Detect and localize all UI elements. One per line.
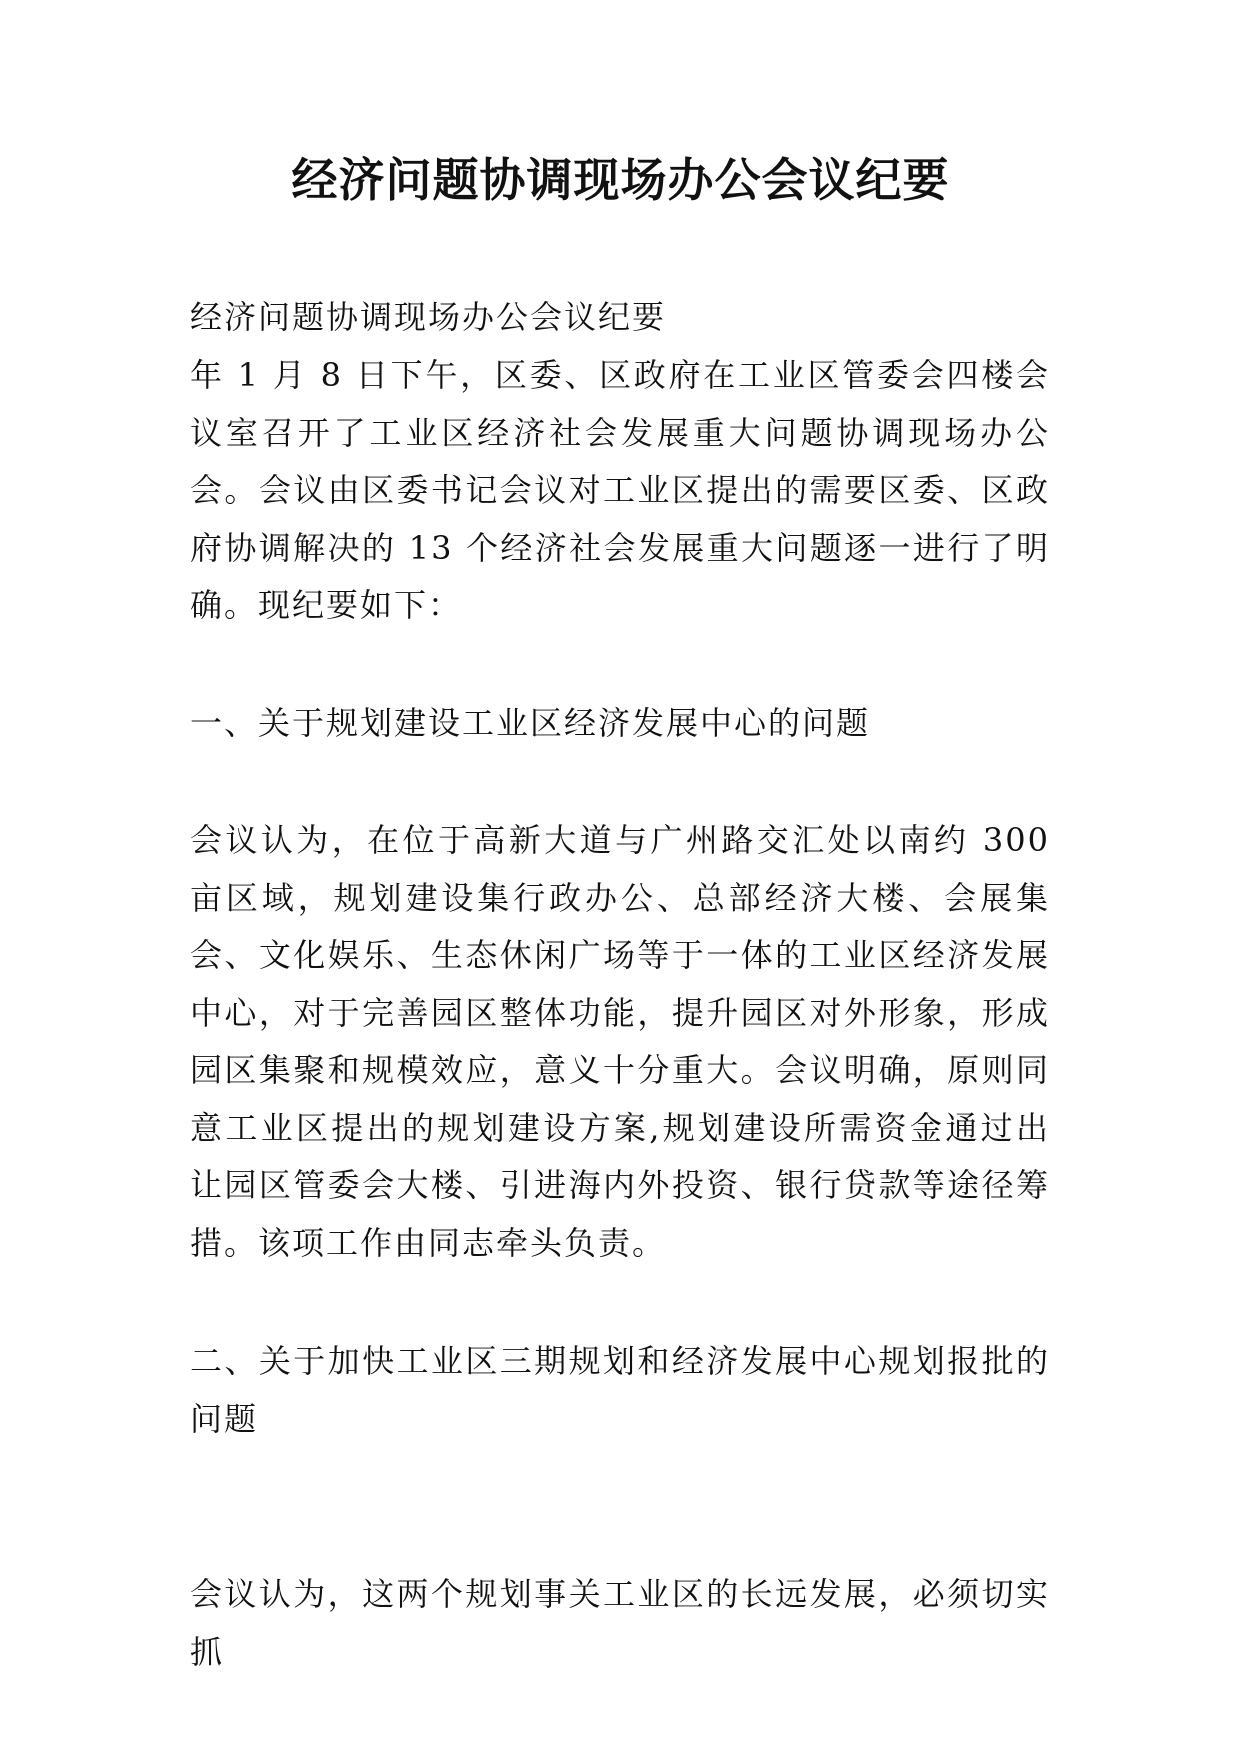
document-title: 经济问题协调现场办公会议纪要 — [291, 153, 950, 207]
document-subtitle: 经济问题协调现场办公会议纪要 — [190, 298, 667, 336]
section-2-paragraph: 会议认为，这两个规划事关工业区的长远发展，必须切实抓 — [190, 1575, 1050, 1671]
section-1-paragraph: 会议认为，在位于高新大道与广州路交汇处以南约 300 亩区域，规划建设集行政办公、总部经济大楼、会展集会、文化娱乐、生态休闲广场等于一体的工业区经济发展中心，对于完善园区整体功能，提升园区对外形象，形成园区集聚和规模效应，意义十分重大。会议明确，原则同意工业区提出的规划建设方案,规划建设所需资金通过出让园区管委会大楼、引进海内外投资、银行贷款等途径筹措。该项工作由同志牵头负责。 — [190, 821, 1050, 1262]
section-2-heading: 二、关于加快工业区三期规划和经济发展中心规划报批的问题 — [190, 1342, 1050, 1438]
intro-paragraph: 年 1 月 8 日下午，区委、区政府在工业区管委会四楼会议室召开了工业区经济社会发展重大问题协调现场办公会。会议由区委书记会议对工业区提出的需要区委、区政府协调解决的 13 个经济社会发展重大问题逐一进行了明确。现纪要如下： — [190, 356, 1050, 624]
section-1-heading: 一、关于规划建设工业区经济发展中心的问题 — [190, 704, 871, 742]
